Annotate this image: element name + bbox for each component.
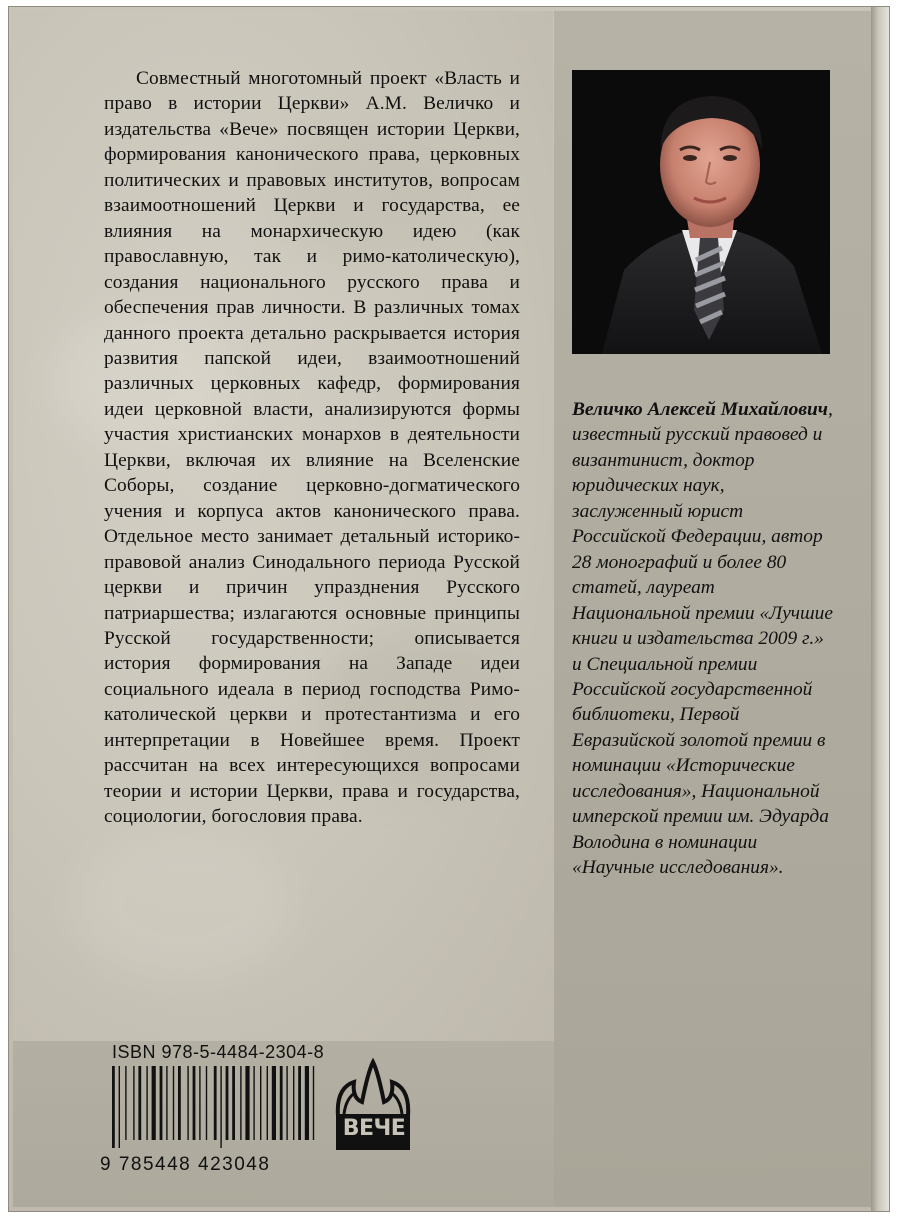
barcode-bar: [232, 1066, 235, 1140]
barcode-bar: [138, 1066, 141, 1140]
barcode-bar: [193, 1066, 196, 1140]
barcode-bar: [245, 1066, 249, 1140]
publisher-logo-text: ВЕЧЕ: [342, 1116, 406, 1141]
barcode-bar: [133, 1066, 134, 1140]
barcode-bar: [240, 1066, 241, 1140]
barcode-bar: [226, 1066, 229, 1140]
barcode-bar: [187, 1066, 188, 1140]
author-name: Величко Алексей Михайлович: [572, 399, 828, 420]
book-description: Совместный многотомный проект «Власть и право в истории Церкви» А.М. Величко и издательства «Вече» посвящен истории Церкви, формирования канонического права, церковных политических и правовых институтов, вопросам взаимоотношений Церкви и государства, ее влияния на монархическую идею (как православную, так и римо-католическую), создания национального русского права и обеспечения прав личности. В различных томах данного проекта детально раскрывается история развития папской идеи, взаимоотношений различных церковных кафедр, формирования идеи церковной власти, анализируются формы участия христианских монархов в деятельности Церкви, включая их влияние на Вселенские Соборы, создание церковно-догматического учения и корпуса актов канонического права. Отдельное место занимает детальный историко-правовой анализ Синодального периода Русской церкви и причин упразднения Русского патриаршества; излагаются основные принципы Русской государственности; описывается история формирования на Западе идеи социального идеала в период господства Римо-католической церкви и протестантизма и его интерпретации в Новейшее время. Проект рассчитан на всех интересующихся вопросами теории и истории Церкви, права и государства, социологии, богословия права.: [104, 68, 520, 828]
barcode-bar: [280, 1066, 283, 1140]
barcode-bar: [220, 1066, 221, 1148]
barcode-bar: [214, 1066, 217, 1140]
barcode-bar: [178, 1066, 181, 1140]
barcode-bar: [298, 1066, 301, 1140]
barcode-bar: [253, 1066, 254, 1140]
barcode-bar: [260, 1066, 261, 1140]
author-bio-text: , известный русский правовед и византинист, доктор юридических наук, заслуженный юрист Российской Федерации, автор 28 монографий и более 80 статей, лауреат Национальной премии «Лучшие книги и издательства 2009 г.» и Специальной премии Российской государственной библиотеки, Первой Евразийской золотой премии в номинации «Исторические исследования», Национальной имперской премии им. Эдуарда Володина в номинации «Научные исследования».: [572, 399, 833, 879]
isbn-label: ISBN 978-5-4484-2304-8: [112, 1042, 325, 1062]
author-photo: [572, 70, 830, 354]
barcode-bar: [267, 1066, 268, 1140]
publisher-logo-icon: [330, 1058, 416, 1158]
barcode-bar: [146, 1066, 147, 1140]
barcode-bar: [206, 1066, 207, 1140]
barcode-bar: [293, 1066, 294, 1140]
barcode-bar: [166, 1066, 167, 1140]
barcode-bar: [125, 1066, 126, 1140]
barcode-number: 9 785448 423048: [100, 1154, 271, 1175]
author-bio: [572, 397, 834, 881]
page-edge: [871, 7, 889, 1211]
barcode-bar: [152, 1066, 156, 1140]
barcode-bar: [272, 1066, 276, 1140]
barcode-bar: [286, 1066, 287, 1140]
barcode-image: [110, 1066, 320, 1148]
barcode-bar: [173, 1066, 174, 1140]
barcode-bar: [160, 1066, 163, 1140]
author-portrait-image: [572, 70, 830, 354]
barcode-bar: [119, 1066, 120, 1148]
barcode-bar: [305, 1066, 309, 1140]
barcode-bar: [199, 1066, 200, 1140]
barcode-bar: [112, 1066, 115, 1148]
barcode-bar: [313, 1066, 314, 1140]
